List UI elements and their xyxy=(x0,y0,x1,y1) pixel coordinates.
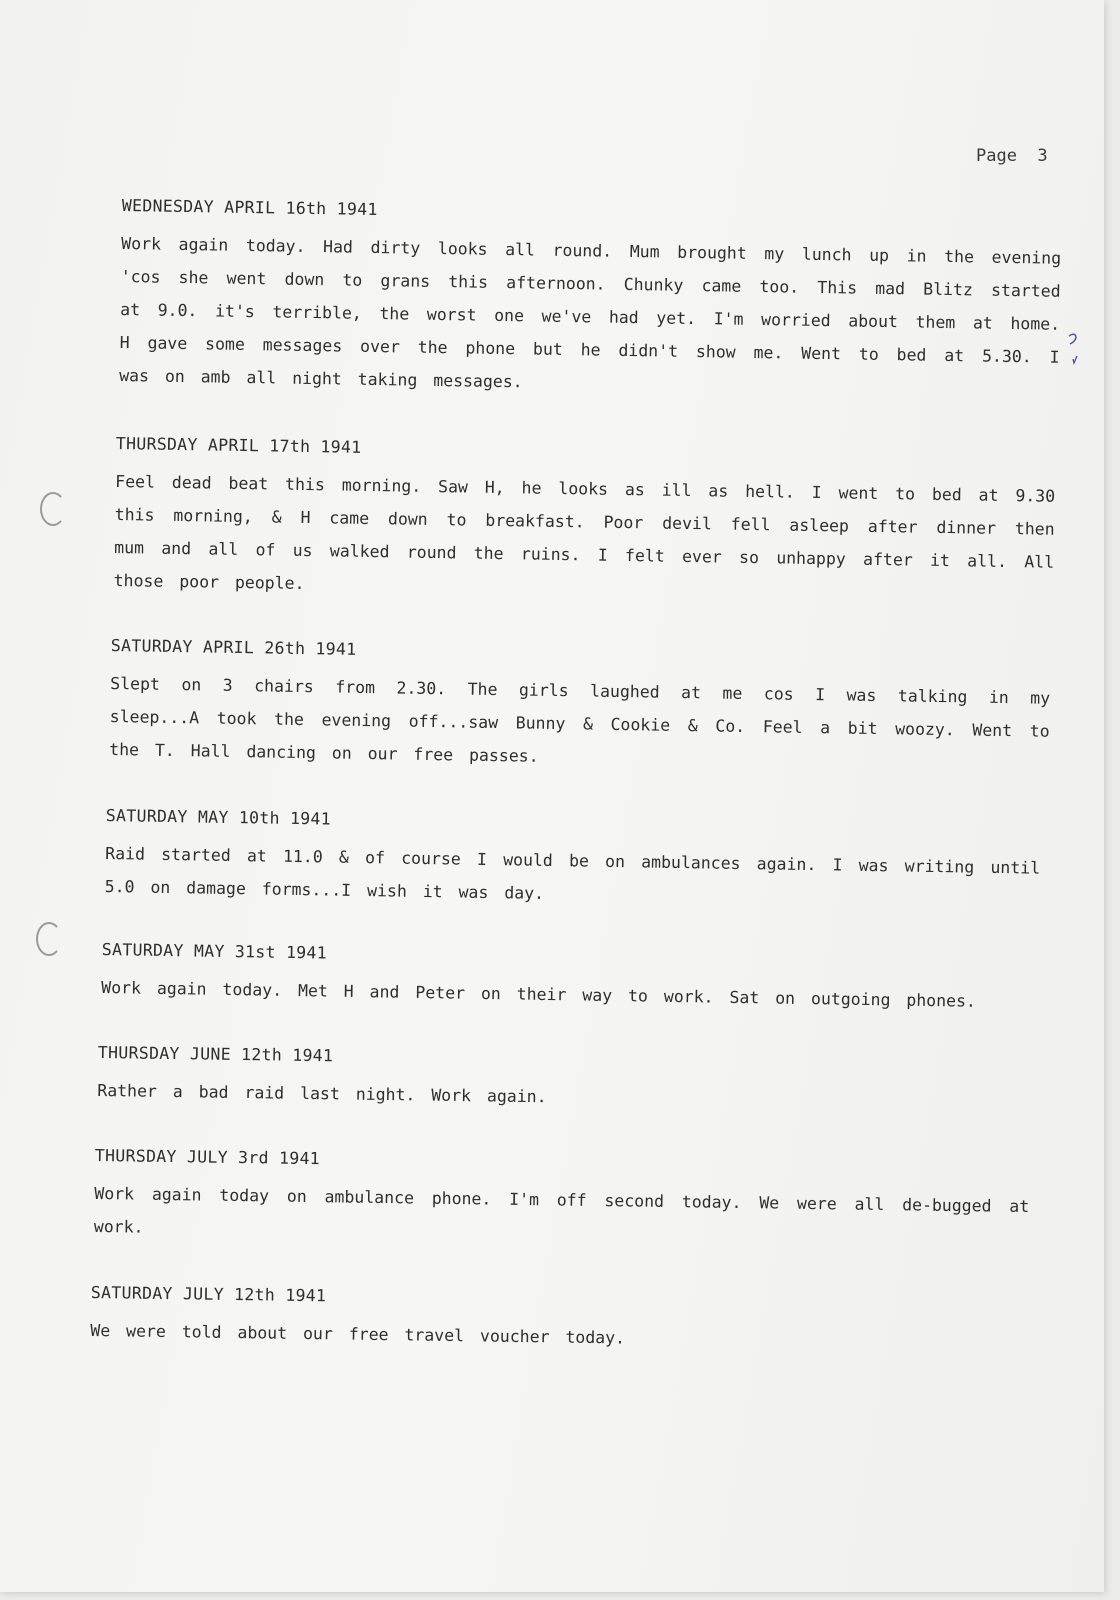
page-number: Page 3 xyxy=(976,146,1048,166)
diary-entry xyxy=(97,1043,1038,1120)
entry-text: Slept on 3 chairs from 2.30. The girls laughed at me cos I was talking in my sleep...A took the evening off...saw Bunny & Cookie & Co. Feel a bit woozy. Went to the T. Hall dancing on our free passes. xyxy=(109,673,1051,766)
diary-entry xyxy=(119,196,1062,407)
entry-text: Work again today on ambulance phone. I'm off second today. We were all de-bugged at work. xyxy=(93,1183,1030,1237)
entry-text: Feel dead beat this morning. Saw H, he looks as ill as hell. I went to bed at 9.30 this morning, & H came down to breakfast. Poor devil fell asleep after dinner then mum and all of us walked round the ruins. I felt ever so unhappy after it all. All those poor people. xyxy=(113,471,1056,593)
diary-entry xyxy=(109,636,1051,781)
diary-entry xyxy=(94,1146,1030,1256)
entry-date-heading: THURSDAY APRIL 17th 1941 xyxy=(115,434,362,457)
diary-entry xyxy=(104,806,1040,918)
entry-date-heading: SATURDAY APRIL 26th 1941 xyxy=(110,636,357,659)
entry-text: Work again today. Had dirty looks all round. Mum brought my lunch up in the evening 'cos she went down to grans this afternoon. Chunky came too. This mad Blitz started at 9.0. it's terrible, the worst one we've had yet. I'm worried about them at home. H gave some messages over the phone but he didn't show me. Went to bed at 5.30. I was on amb all night taking messages. xyxy=(119,233,1062,392)
entry-date-heading: SATURDAY MAY 31st 1941 xyxy=(101,940,328,963)
diary-entry xyxy=(113,434,1055,612)
entry-date-heading: THURSDAY JUNE 12th 1941 xyxy=(97,1043,334,1066)
entry-date-heading: SATURDAY MAY 10th 1941 xyxy=(105,806,332,829)
punch-hole-icon xyxy=(36,922,62,956)
entry-date-heading: WEDNESDAY APRIL 16th 1941 xyxy=(121,196,378,220)
punch-hole-icon xyxy=(40,492,66,526)
entry-text: Work again today. Met H and Peter on their way to work. Sat on outgoing phones. xyxy=(101,977,977,1011)
entry-date-heading: THURSDAY JULY 3rd 1941 xyxy=(94,1146,321,1169)
diary-entry xyxy=(101,940,1027,1019)
entry-date-heading: SATURDAY JULY 12th 1941 xyxy=(90,1283,327,1306)
entry-text: Rather a bad raid last night. Work again. xyxy=(97,1080,547,1107)
entry-text: Raid started at 11.0 & of course I would be on ambulances again. I was writing until 5.0 on damage forms...I wish it was day. xyxy=(104,843,1041,903)
pen-margin-mark-icon xyxy=(1066,332,1080,366)
diary-entry xyxy=(90,1283,1031,1360)
entry-text: We were told about our free travel voucher today. xyxy=(90,1320,626,1348)
